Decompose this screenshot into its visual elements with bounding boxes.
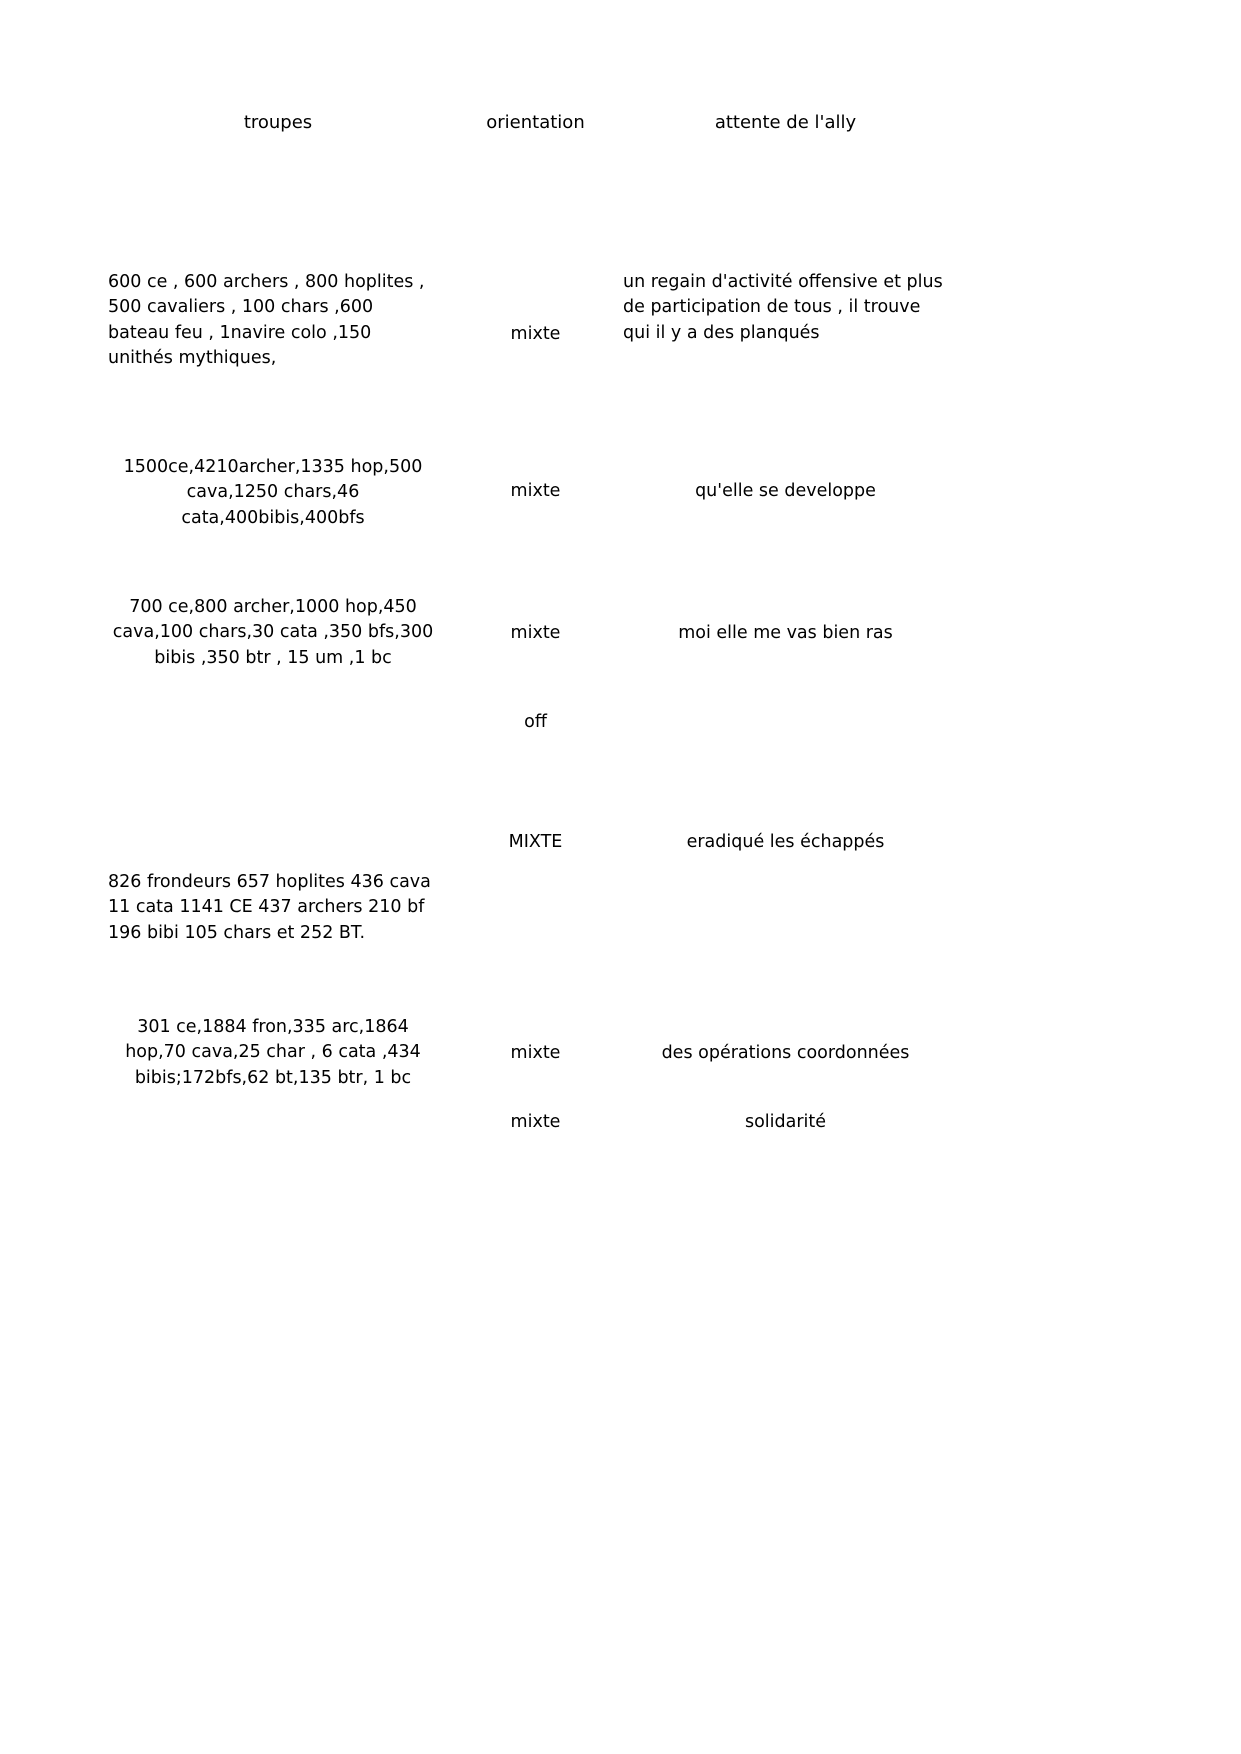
cell-orientation: mixte bbox=[510, 324, 561, 344]
column-header-orientation: orientation bbox=[486, 112, 585, 133]
table-row bbox=[108, 830, 948, 946]
cell-orientation: mixte bbox=[510, 1112, 561, 1132]
table-row bbox=[108, 1015, 948, 1091]
cell-troupes: 826 frondeurs 657 hoplites 436 cava 11 cata 1141 CE 437 archers 210 bf 196 bibi 105 chars et 252 BT. bbox=[108, 872, 431, 943]
table-row bbox=[108, 1110, 948, 1135]
cell-attente: eradiqué les échappés bbox=[686, 832, 885, 852]
cell-troupes: 700 ce,800 archer,1000 hop,450 cava,100 chars,30 cata ,350 bfs,300 bibis ,350 btr , 15 um ,1 bc bbox=[112, 597, 434, 668]
cell-orientation: mixte bbox=[510, 481, 561, 501]
table-row bbox=[108, 455, 948, 531]
table-row bbox=[108, 710, 948, 735]
cell-orientation: mixte bbox=[510, 1043, 561, 1063]
cell-orientation: off bbox=[524, 712, 547, 732]
table-row bbox=[108, 270, 948, 372]
cell-attente: qu'elle se developpe bbox=[695, 481, 876, 501]
cell-troupes bbox=[108, 710, 448, 711]
cell-orientation: MIXTE bbox=[508, 832, 563, 852]
column-header-troupes: troupes bbox=[243, 112, 313, 133]
cell-troupes: 600 ce , 600 archers , 800 hoplites , 500 cavaliers , 100 chars ,600 bateau feu , 1navire colo ,150 unithés mythiques, bbox=[108, 272, 425, 369]
data-table bbox=[108, 110, 948, 1132]
column-header-attente: attente de l'ally bbox=[714, 112, 857, 133]
cell-troupes bbox=[108, 1110, 448, 1111]
cell-attente: solidarité bbox=[744, 1112, 827, 1132]
table-row bbox=[108, 595, 948, 671]
cell-orientation: mixte bbox=[510, 623, 561, 643]
cell-attente: des opérations coordonnées bbox=[661, 1043, 910, 1063]
cell-attente: un regain d'activité offensive et plus de participation de tous , il trouve qui il y a des planqués bbox=[623, 272, 943, 343]
cell-attente bbox=[623, 710, 948, 711]
table-header-row bbox=[108, 110, 948, 162]
cell-troupes: 301 ce,1884 fron,335 arc,1864 hop,70 cava,25 char , 6 cata ,434 bibis;172bfs,62 bt,135 btr, 1 bc bbox=[125, 1017, 421, 1088]
cell-troupes: 1500ce,4210archer,1335 hop,500 cava,1250 chars,46 cata,400bibis,400bfs bbox=[123, 457, 423, 528]
cell-attente: moi elle me vas bien ras bbox=[678, 623, 893, 643]
